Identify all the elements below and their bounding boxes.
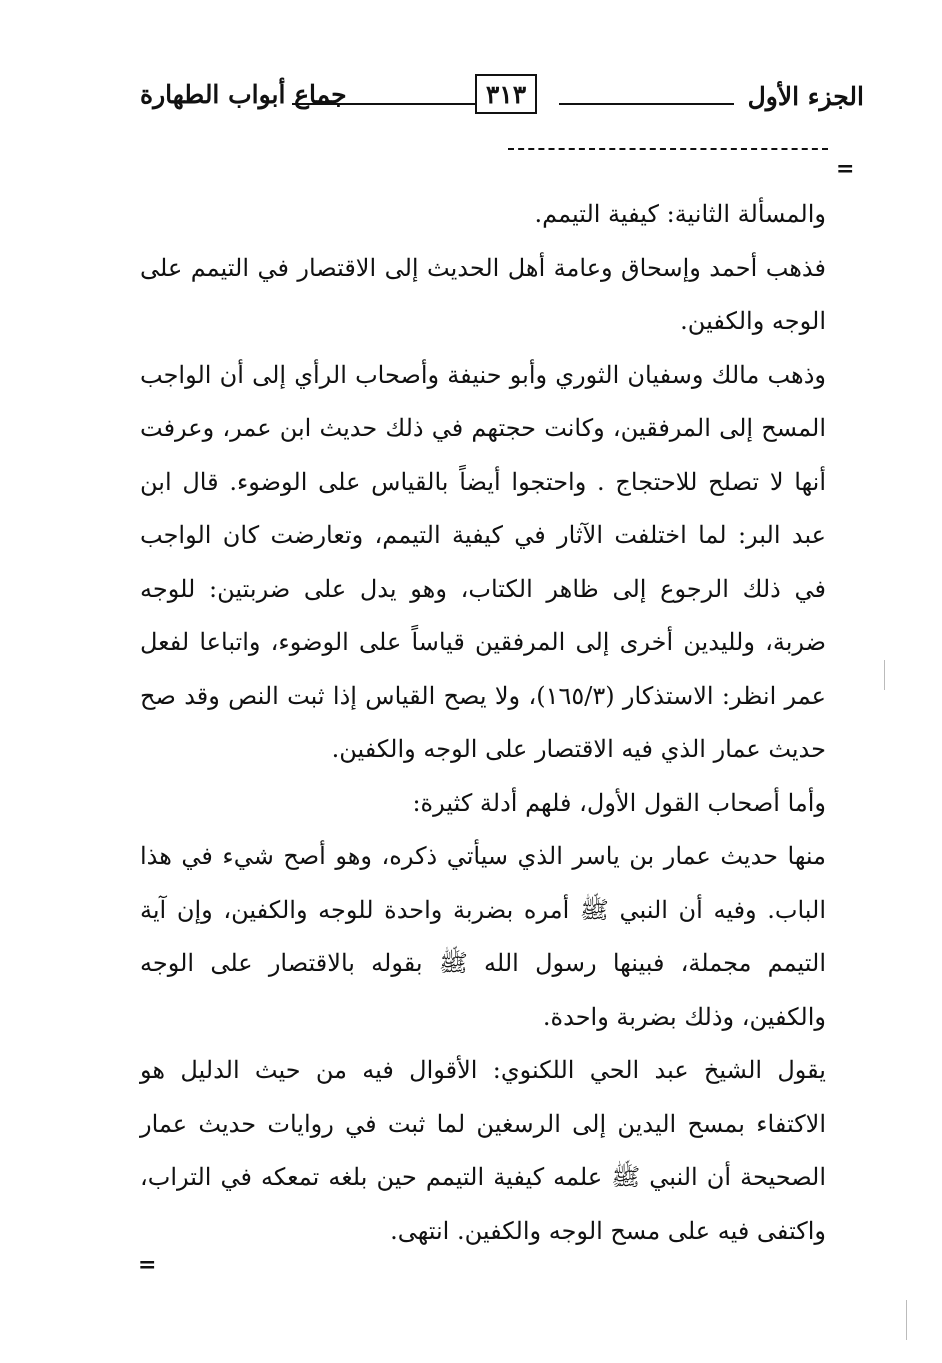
paragraph-laknawi-quote: يقول الشيخ عبد الحي اللكنوي: الأقوال فيه من حيث الدليل هو الاكتفاء بمسح اليدين إلى الرسغين لما ثبت في روايات حديث عمار الصحيحة أن النبي ﷺ علمه كيفية التيمم حين بلغه تمعكه في التراب، واكتفى فيه على مسح الوجه والكفين. انتهى. (140, 1056, 826, 1245)
paragraph-evidence-intro: وأما أصحاب القول الأول، فلهم أدلة كثيرة: (412, 788, 826, 817)
header-rule (559, 103, 734, 105)
page-number: ٣١٣ (475, 74, 537, 114)
page-body (140, 188, 826, 1258)
paragraph-ammar-hadith: منها حديث عمار بن ياسر الذي سيأتي ذكره، وهو أصح شيء في هذا الباب. وفيه أن النبي ﷺ أمره بضربة واحدة للوجه والكفين، وإن آية التيمم مجملة، فبينها رسول الله ﷺ بقوله بالاقتصار على الوجه والكفين، وذلك بضربة واحدة. (140, 842, 826, 1031)
chapter-title: جماع أبواب الطهارة (140, 80, 347, 109)
scan-speck (906, 1300, 907, 1340)
header-dashed-divider (508, 148, 828, 150)
paragraph-second-view: وذهب مالك وسفيان الثوري وأبو حنيفة وأصحاب الرأي إلى أن الواجب المسح إلى المرفقين، وكانت حجتهم في ذلك حديث ابن عمر، وعرفت أنها لا تصلح للاحتجاج . واحتجوا أيضاً بالقياس على الوضوء. قال ابن عبد البر: لما اختلفت الآثار في كيفية التيمم، وتعارضت كان الواجب في ذلك الرجوع إلى ظاهر الكتاب، وهو يدل على ضربتين: للوجه ضربة، ولليدين أخرى إلى المرفقين قياساً على الوضوء، واتباعا لفعل عمر انظر: الاستذكار (١٦٥/٣)، ولا يصح القياس إذا ثبت النص وقد صح حديث عمار الذي فيه الاقتصار على الوجه والكفين. (140, 360, 827, 763)
scan-speck (884, 660, 885, 690)
paragraph-question: والمسألة الثانية: كيفية التيمم. (534, 200, 826, 228)
running-header (140, 72, 864, 128)
continuation-mark: = (138, 1252, 157, 1278)
paragraph-first-view: فذهب أحمد وإسحاق وعامة أهل الحديث إلى الاقتصار في التيمم على الوجه والكفين. (140, 253, 826, 335)
continuation-mark: = (836, 156, 855, 182)
volume-label: الجزء الأول (747, 82, 864, 111)
